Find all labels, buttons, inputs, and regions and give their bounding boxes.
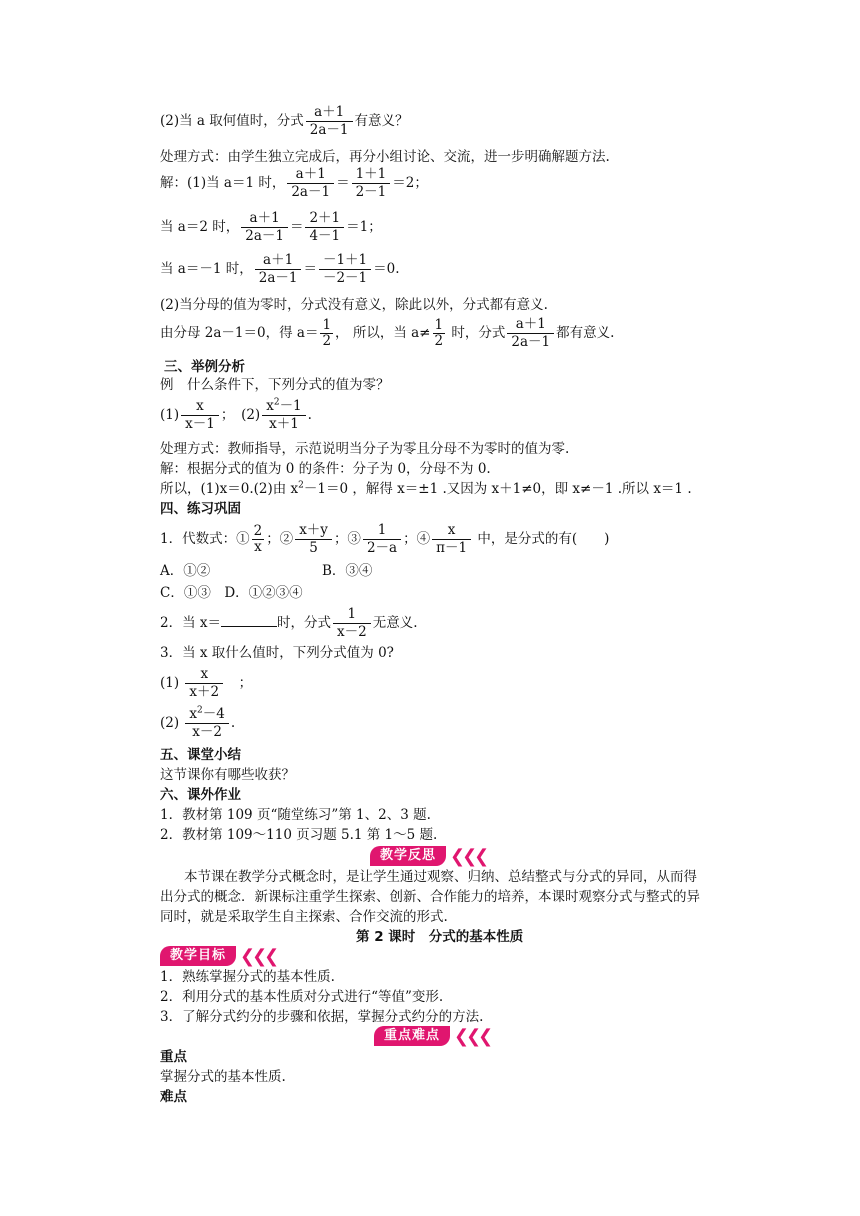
example-items: (1) $\frac{x}{x-1}$ ； (2) $\frac{x^2-1}{x+1}$ .	[160, 397, 312, 432]
method-text-2: 处理方式：教师指导，示范说明当分子为零且分母不为零时的值为零.	[160, 441, 570, 457]
example-text: 例 什么条件下，下列分式的值为零？	[160, 377, 390, 393]
goal-1: 1．熟练掌握分式的基本性质.	[160, 969, 335, 985]
section-heading-5: 五、课堂小结	[160, 747, 241, 763]
option-cd: C．①③ D．①②③④	[160, 585, 303, 601]
homework-2: 2．教材第 109～110 页习题 5.1 第 1～5 题.	[160, 827, 438, 843]
solution-line-2: 当 a＝2 时， $\frac{a+1}{2a-1}$ ＝ $\frac{2+1}{4-1}$ ＝1；	[160, 210, 382, 244]
goal-3: 3．了解分式约分的步骤和依据，掌握分式约分的方法.	[160, 1009, 484, 1025]
reflection-line-1: 本节课在教学分式概念时，是让学生通过观察、归纳、总结整式与分式的异同，从而得	[184, 869, 697, 885]
banner-goals: 教学目标 ❮❮❮	[160, 946, 276, 966]
solution-line-5: 由分母 2a－1＝0，得 a＝ $\frac{1}{2}$ ， 所以，当 a≠ $\frac{1}{2}$ 时，分式 $\frac{a+1}{2a-1}$ 都有意义.	[160, 316, 615, 350]
lesson-title: 第 2 课时 分式的基本性质	[356, 929, 524, 945]
homework-1: 1．教材第 109 页“随堂练习”第 1、2、3 题.	[160, 807, 431, 823]
solution-line-1: 解：(1)当 a＝1 时， $\frac{a+1}{2a-1}$ ＝ $\frac{1+1}{2-1}$ ＝2；	[160, 166, 428, 200]
exercise-3: 3．当 x 取什么值时，下列分式值为 0?	[160, 645, 394, 661]
exercise-3a: (1) $\frac{x}{x+2}$ ；	[160, 666, 253, 700]
key-text: 掌握分式的基本性质.	[160, 1069, 286, 1085]
chevrons-icon: ❮❮❮	[454, 1025, 491, 1047]
difficulty-heading: 难点	[160, 1089, 187, 1105]
reflection-line-2: 出分式的概念．新课标注重学生探索、创新、合作能力的培养，本课时观察分式与整式的异	[160, 889, 700, 905]
question-2: (2)当 a 取何值时，分式 $\frac{a+1}{2a-1}$ 有意义？	[160, 104, 409, 138]
summary-text: 这节课你有哪些收获？	[160, 767, 295, 783]
solution-line-6: 解：根据分式的值为 0 的条件：分子为 0，分母不为 0.	[160, 461, 491, 477]
fraction: $\frac{a+1}{2a-1}$	[306, 104, 353, 139]
option-b: B．③④	[322, 563, 373, 579]
section-heading-6: 六、课外作业	[160, 787, 241, 803]
solution-line-7: 所以，(1)x＝0.(2)由 $x^2-1=0$ ，解得 x＝±1 .又因为 x＋1≠0，即 x≠－1 .所以 x＝1 .	[160, 480, 692, 497]
banner-key-points: 重点难点 ❮❮❮	[374, 1026, 490, 1046]
banner-reflection: 教学反思 ❮❮❮	[370, 846, 486, 866]
exercise-3b: (2) $\frac{x^2-4}{x-2}$ .	[160, 705, 236, 740]
solution-line-3: 当 a＝－1 时， $\frac{a+1}{2a-1}$ ＝ $\frac{-1+1}{-2-1}$ ＝0.	[160, 252, 400, 286]
option-a: A．①②	[160, 563, 211, 579]
chevrons-icon: ❮❮❮	[240, 945, 277, 967]
reflection-line-3: 同时，就是采取学生自主探索、合作交流的形式.	[160, 909, 448, 925]
exercise-1: 1．代数式：① $\frac{2}{x}$ ；② $\frac{x+y}{5}$ ；③ $\frac{1}{2-a}$ ；④ $\frac{x}{\pi-1}$ 中，是分式的有( )	[160, 522, 610, 556]
answer-blank[interactable]	[221, 613, 277, 627]
key-heading: 重点	[160, 1049, 187, 1065]
exercise-2: 2．当 x＝ 时，分式 $\frac{1}{x-2}$ 无意义.	[160, 606, 418, 640]
section-heading-4: 四、练习巩固	[160, 501, 241, 517]
solution-line-4: (2)当分母的值为零时，分式没有意义，除此以外，分式都有意义.	[160, 297, 548, 313]
section-heading-3: 三、举例分析	[164, 359, 245, 375]
method-text: 处理方式：由学生独立完成后，再分小组讨论、交流，进一步明确解题方法.	[160, 149, 610, 165]
goal-2: 2．利用分式的基本性质对分式进行“等值”变形.	[160, 989, 444, 1005]
chevrons-icon: ❮❮❮	[450, 845, 487, 867]
